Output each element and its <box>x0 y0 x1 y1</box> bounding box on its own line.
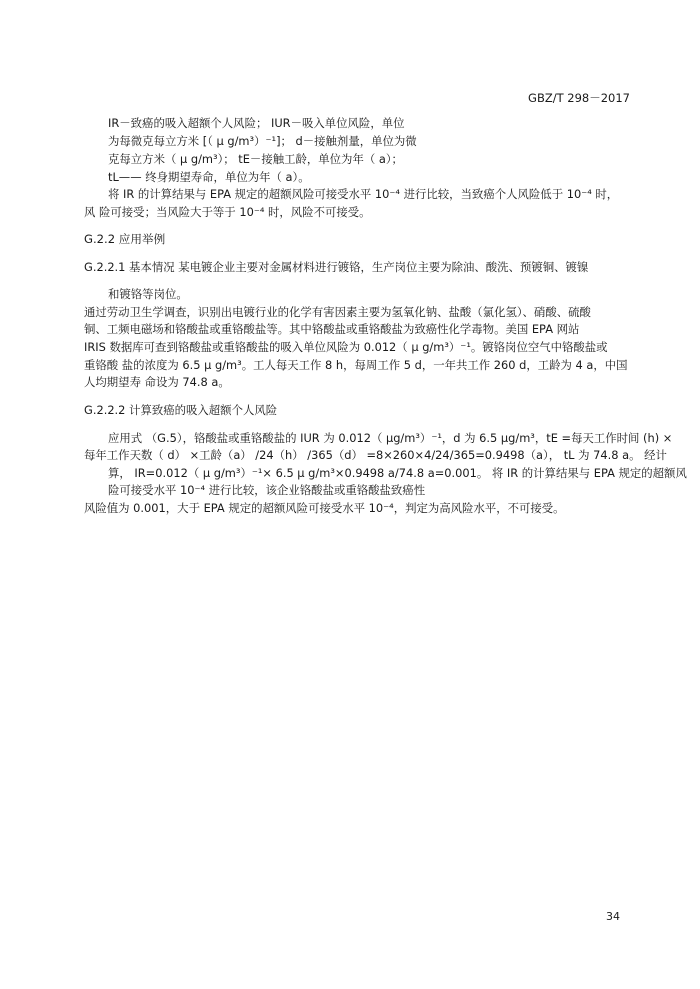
page-number: 34 <box>606 910 620 923</box>
g222-text-line: 应用式 （G.5），铬酸盐或重铬酸盐的 IUR 为 0.012（ μg/m³）⁻¹，d 为 6.5 μg/m³，tE =每天工作时间 (h) × <box>108 431 673 445</box>
g222-text-line: 风险值为 0.001，大于 EPA 规定的超额风险可接受水平 10⁻⁴，判定为高风险水平，不可接受。 <box>84 501 565 515</box>
g221-text-line: 和镀铬等岗位。 <box>108 287 188 301</box>
g221-text-line: 人均期望寿 命设为 74.8 a。 <box>84 375 230 389</box>
g222-text-line: 每年工作天数（ d） ×工龄（a） /24（h） /365（d） =8×260×4/24/365=0.9498（a）， tL 为 74.8 a。 经计 <box>84 448 667 462</box>
g221-text-line: 重铬酸 盐的浓度为 6.5 μ g/m³。工人每天工作 8 h，每周工作 5 d，一年共工作 260 d，工龄为 4 a，中国 <box>84 358 628 372</box>
section-heading-g22: G.2.2 应用举例 <box>84 232 166 246</box>
g222-text-line: 算， IR=0.012（ μ g/m³）⁻¹× 6.5 μ g/m³×0.9498 a/74.8 a=0.001。 将 IR 的计算结果与 EPA 规定的超额风 <box>108 466 687 480</box>
standard-header: GBZ/T 298－2017 <box>528 91 630 105</box>
comparison-paragraph-cont: 风 险可接受；当风险大于等于 10⁻⁴ 时，风险不可接受。 <box>84 205 371 219</box>
g222-text-line: 险可接受水平 10⁻⁴ 进行比较，该企业铬酸盐或重铬酸盐致癌性 <box>108 483 426 497</box>
definition-iur-unit: 为每微克每立方米 [（ μ g/m³）⁻¹]； d－接触剂量，单位为微 <box>108 134 417 148</box>
definition-tl: tL—— 终身期望寿命，单位为年（ a）。 <box>108 170 310 184</box>
comparison-paragraph: 将 IR 的计算结果与 EPA 规定的超额风险可接受水平 10⁻⁴ 进行比较，当致癌个人风险低于 10⁻⁴ 时， <box>108 187 619 201</box>
g221-text-line: IRIS 数据库可查到铬酸盐或重铬酸盐的吸入单位风险为 0.012（ μ g/m³）⁻¹。镀铬岗位空气中铬酸盐或 <box>84 340 608 354</box>
section-heading-g222: G.2.2.2 计算致癌的吸入超额个人风险 <box>84 403 278 417</box>
definition-d-unit: 克每立方米（ μ g/m³）； tE－接触工龄，单位为年（ a）； <box>108 152 403 166</box>
g221-text-line: 铜、工频电磁场和铬酸盐或重铬酸盐等。其中铬酸盐或重铬酸盐为致癌性化学毒物。美国 EPA 网站 <box>84 322 580 336</box>
definition-ir: IR－致癌的吸入超额个人风险； IUR－吸入单位风险，单位 <box>108 116 405 130</box>
g221-text-line: 通过劳动卫生学调查，识别出电镀行业的化学有害因素主要为氢氧化钠、盐酸（氯化氢）、硝酸、硫酸 <box>84 305 591 319</box>
section-heading-g221: G.2.2.1 基本情况 某电镀企业主要对金属材料进行镀铬，生产岗位主要为除油、酸洗、预镀铜、镀镍 <box>84 260 589 274</box>
